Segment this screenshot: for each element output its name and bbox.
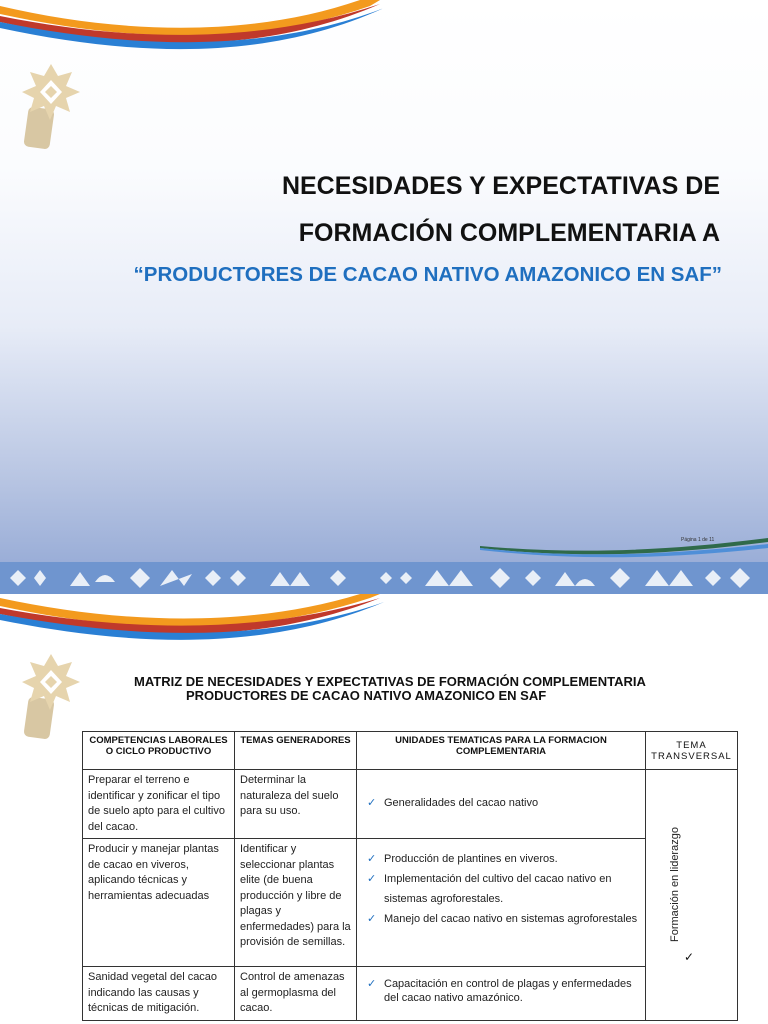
cell-tema: Identificar y seleccionar plantas elite (de buena producción y libre de plagas y enfermedades) para la provisión de semillas. [235,839,357,967]
cell-competencia: Preparar el terreno e identificar y zonificar el tipo de suelo apto para el cultivo del cacao. [83,770,235,839]
table-row [83,967,738,1021]
header-competencias: COMPETENCIAS LABORALES O CICLO PRODUCTIVO [83,732,235,770]
page-number: Página 1 de 11 [681,537,715,543]
list-item: ✓ Producción de plantines en viveros. [367,849,640,869]
list-item: ✓ Manejo del cacao nativo en sistemas agroforestales [367,909,640,929]
header-swoosh [0,0,768,60]
cell-unidades [357,967,646,1021]
decorative-pattern-band [0,562,768,594]
check-icon: ✓ [684,950,695,964]
check-icon: ✓ [367,873,377,885]
matrix-title-line2: PRODUCTORES DE CACAO NATIVO AMAZONICO EN SAF [186,688,547,703]
slide-subtitle: “PRODUCTORES DE CACAO NATIVO AMAZONICO EN SAF” [133,263,722,286]
transversal-text: Formación en liderazgo [669,827,681,942]
check-icon: ✓ [367,853,377,865]
slide-title-line2: FORMACIÓN COMPLEMENTARIA A [298,219,720,247]
logo-icon [20,652,82,740]
cell-tema: Determinar la naturaleza del suelo para su uso. [235,770,357,839]
header-unidades: UNIDADES TEMATICAS PARA LA FORMACION COMPLEMENTARIA [357,732,646,770]
matrix-title-line1: MATRIZ DE NECESIDADES Y EXPECTATIVAS DE FORMACIÓN COMPLEMENTARIA [134,674,646,689]
cell-competencia: Producir y manejar plantas de cacao en viveros, aplicando técnicas y herramientas adecuadas [83,839,235,967]
cell-transversal [646,770,738,1021]
check-icon: ✓ [367,913,377,925]
table-row [83,839,738,967]
cell-unidades [357,839,646,967]
matrix-slide [0,594,768,1024]
table-header-row [83,732,738,770]
table-row [83,770,738,839]
footer-swoosh [480,536,768,558]
cell-competencia: Sanidad vegetal del cacao indicando las causas y técnicas de mitigación. [83,967,235,1021]
logo-icon [20,62,82,150]
cell-unidades [357,770,646,839]
header-transversal: TEMA TRANSVERSAL [646,732,738,770]
header-temas: TEMAS GENERADORES [235,732,357,770]
check-icon: ✓ [367,797,377,810]
slide-title-line1: NECESIDADES Y EXPECTATIVAS DE [281,172,720,200]
check-icon: ✓ [367,978,377,990]
matrix-table [82,731,738,1021]
list-item: ✓ Implementación del cultivo del cacao nativo en sistemas agroforestales. [367,869,640,909]
cell-tema: Control de amenazas al germoplasma del cacao. [235,967,357,1021]
header-swoosh [0,594,768,650]
list-item: ✓ Generalidades del cacao nativo [367,796,640,812]
list-item: ✓ Capacitación en control de plagas y enfermedades del cacao nativo amazónico. [367,978,632,1004]
